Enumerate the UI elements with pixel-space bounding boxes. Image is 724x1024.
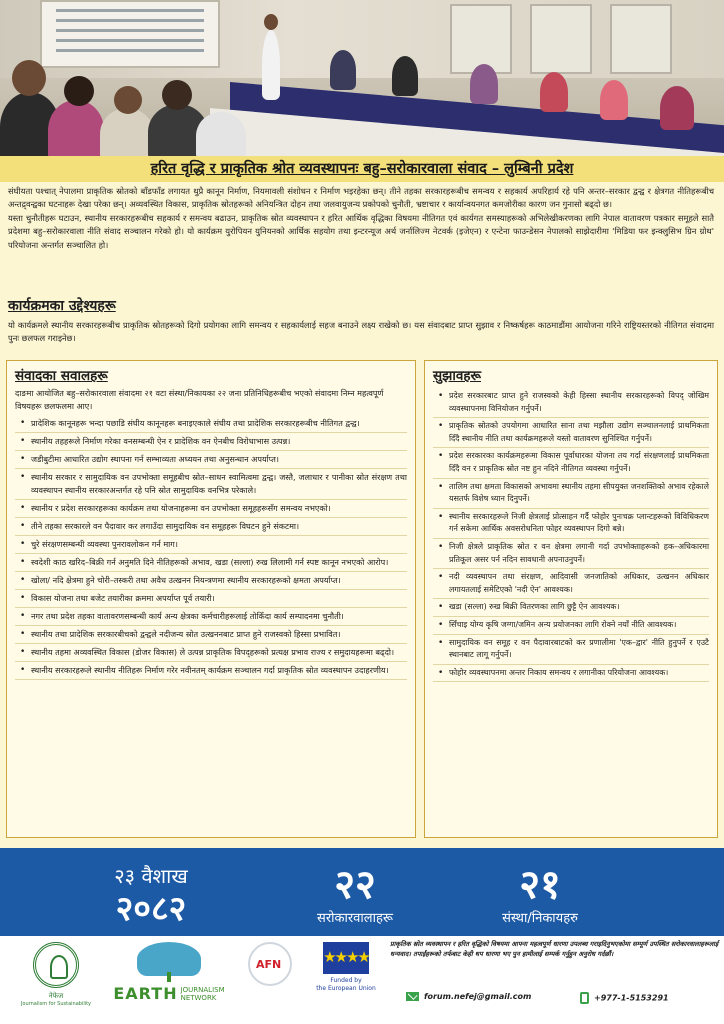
- nefej-logo: [20, 942, 92, 1007]
- afn-name: AFN: [256, 958, 282, 971]
- contact-block: [390, 940, 720, 1003]
- mail-icon: [406, 992, 419, 1001]
- suggestion-item: • निजी क्षेत्रले प्राकृतिक स्रोत र वन क्षेत्रमा लगानी गर्दा उपभोक्ताहरूको हक–अधिकारमा प्रतिकूल असर पर्न नदिन सावधानी अपनाउनुपर्ने।: [433, 539, 709, 569]
- issue-item: • जडीबुटीमा आधारित उद्योग स्थापना गर्न सम्भाव्यता अध्ययन तथा अनुसन्धान अपर्याप्त।: [15, 451, 407, 469]
- intro-paragraph-2: यस्ता चुनौतीहरू घटाउन, स्थानीय सरकारहरूबीच सहकार्य र समन्वय बढाउन, प्राकृतिक स्रोत व्यवस्थापन र हरित आर्थिक वृद्धिका विषयमा नीतिगत एवं कार्यगत समस्याहरूको अभिलेखीकरणका लागि नेपाल वातावरण पत्रकार समूहले सातै प्रदेशमा बहु–सरोकारवाला नीति संवाद सञ्चालन गरेको हो। यो कार्यक्रम युरोपियन युनियनको आर्थिक सहयोग तथा इन्टरन्यूज अर्थ जर्नालिज्म नेटवर्क (इजेएन) र एन्टेना फाउन्डेसन नेपालको साझेदारीमा 'मिडिया फर इन्क्लुसिभ ग्रिन ग्रोथ' परियोजना अन्तर्गत सञ्चालित हो।: [8, 212, 714, 250]
- intro-section: [8, 185, 714, 252]
- event-date-year: २०८२: [115, 889, 187, 929]
- suggestions-panel: [424, 360, 718, 838]
- phone-number[interactable]: +977-1-5153291: [594, 993, 669, 1003]
- suggestion-item: • खडा (सल्ला) रुख बिक्री वितरणका लागि छुट्टै ऐन आवश्यक।: [433, 599, 709, 617]
- panel-figure: [330, 50, 356, 90]
- issue-item: • स्थानीय सरकारहरूले स्थानीय नीतिहरू निर्माण गरेर नवीनतम् कार्यक्रम सञ्चालन गर्दा प्राकृतिक स्रोत व्यवस्थापन उदाहरणीय।: [15, 662, 407, 680]
- suggestion-item: • सामुदायिक वन समूह र वन पैदावारबाटको कर प्रणालीमा 'एक–द्वार' नीति हुनुपर्ने र एउटै स्थानबाट लागू गर्नुपर्ने।: [433, 635, 709, 665]
- suggestions-heading: सुझावहरू: [433, 368, 481, 384]
- panel-figure: [600, 80, 628, 120]
- suggestion-item: • सिँचाइ योग्य कृषि जग्गा/जमिन अन्य प्रयोजनका लागि रोक्ने नयाँ नीति आवश्यक।: [433, 617, 709, 635]
- nefej-caption: नेफेज: [48, 992, 64, 1000]
- audience-figure: [100, 108, 154, 156]
- afn-logo: [244, 942, 296, 986]
- panel-figure: [540, 72, 568, 112]
- audience-head: [64, 76, 94, 106]
- title-band: [0, 156, 724, 182]
- issues-panel: [6, 360, 416, 838]
- issue-item: • विकास योजना तथा बजेट तयारीका क्रममा अपर्याप्त पूर्व तयारी।: [15, 590, 407, 608]
- panel-figure: [392, 56, 418, 96]
- suggestion-item: • तालिम तथा क्षमता विकासको अभावमा स्थानीय तहमा सीपयुक्त जनशक्तिको अभाव रहेकाले यसतर्फ विशेष ध्यान दिनुपर्ने।: [433, 479, 709, 509]
- speaker-head: [264, 14, 278, 30]
- issues-list: [15, 415, 407, 680]
- issue-item: • स्थानीय तहमा अव्यवस्थित विकास (डोजर विकास) ले उत्पन्न प्राकृतिक विपद्हरूको प्रत्यक्ष प्रभाव राज्य र समुदायहरूमा बढ्दो।: [15, 644, 407, 662]
- ejn-subtitle-line2: NETWORK: [180, 993, 217, 1002]
- issues-lead: दाङमा आयोजित बहु–सरोकारवाला संवादमा २१ वटा संस्था/निकायका २२ जना प्रतिनिधिहरूबीच भएको संवादमा निम्न महत्वपूर्ण विषयहरू छलफलमा आए।: [15, 388, 384, 411]
- audience-head: [12, 60, 46, 96]
- afn-emblem-icon: [248, 942, 292, 986]
- event-date-day: २३ वैशाख: [114, 864, 188, 888]
- issue-item: • खोला/ नदि क्षेत्रमा हुने चोरी–तस्करी तथा अवैध उत्खनन नियन्त्रणमा स्थानीय सरकारहरूको क्षमता अपर्याप्त।: [15, 572, 407, 590]
- suggestion-item: • प्रदेश सरकारका कार्यक्रमहरूमा विकास पूर्वाधारका योजना तय गर्दा संरक्षणलाई प्राथमिकता दिँदै वन र प्राकृतिक स्रोत नष्ट हुन नदिने नीतिगत व्यवस्था गर्नुपर्ने।: [433, 448, 709, 478]
- eu-flag-icon: ★★★★: [323, 942, 369, 974]
- organizations-label: संस्था/निकायहरु: [502, 911, 578, 926]
- issue-item: • स्थानीय तहहरूले निर्माण गरेका वनसम्बन्धी ऐन र प्रादेशिक वन ऐनबीच विरोधाभास उत्पन्न।: [15, 433, 407, 451]
- audience-head: [162, 80, 192, 110]
- ejn-name: EARTH: [113, 984, 178, 1003]
- hero-photo: [0, 0, 724, 156]
- issue-item: • तीने तहका सरकारले वन पैदावार कर लगाउँदा सामुदायिक वन समूहहरू विघटन हुने संकटमा।: [15, 518, 407, 536]
- audience-figure: [196, 112, 246, 156]
- issue-item: • स्थानीय तथा प्रादेशिक सरकारबीचको द्वन्द्वले नदीजन्य स्रोत उत्खननबाट प्राप्त हुने राजस्वको हिस्सा प्रभावित।: [15, 626, 407, 644]
- issue-item: • प्रादेशिक कानूनहरू भन्दा पछाडि संघीय कानूनहरू बनाइएकाले संघीय तथा प्रादेशिक सरकारहरूबीच नीतिगत द्वन्द्व।: [15, 415, 407, 433]
- eu-name: the European Union: [316, 985, 376, 992]
- suggestion-item: • स्थानीय सरकारहरूले निजी क्षेत्रलाई प्रोत्साहन गर्दै फोहोर पुनःचक्र प्लान्टहरूको विविधिकरण गर्न सकेमा आर्थिक अवसरोधनिता फोहर व्यवस्थापन दिगो बन्ने।: [433, 509, 709, 539]
- phone-icon: [580, 992, 589, 1004]
- tree-icon: [137, 942, 201, 976]
- stakeholders-label: सरोकारवालाहरू: [317, 911, 393, 926]
- stakeholders-stat: [280, 848, 430, 936]
- event-date: [86, 848, 216, 936]
- stats-band: [0, 848, 724, 936]
- audience-head: [114, 86, 142, 114]
- issue-item: • स्वदेशी काठ खरिद–बिक्री गर्न अनुमति दिने नीतिहरूको अभाव, खडा (सल्ला) रुख लिलामी गर्न स्पष्ट कानून नभएको आरोप।: [15, 554, 407, 572]
- projector-screen: [40, 0, 220, 68]
- stakeholders-count: २२: [334, 862, 376, 908]
- organizations-stat: [470, 848, 610, 936]
- email-address[interactable]: forum.nefej@gmail.com: [424, 992, 532, 1001]
- thank-you-note: प्राकृतिक स्रोत व्यवस्थापन र हरित वृद्धिको विषयमा आफ्ना महत्वपूर्ण धारणा उपलब्ध गराइदिनुभएकोमा सम्पूर्ण उपस्थित सरोकारवालाहरूलाई धन्यवाद। तपाईंहरूको तर्फबाट केही थप धारणा भए पुन हामीलाई सम्पर्क गर्नुहुन अनुरोध गर्दछौं।: [390, 940, 719, 958]
- panel-figure: [470, 64, 498, 104]
- suggestions-list: [433, 388, 709, 682]
- audience-figure: [48, 100, 104, 156]
- suggestion-item: • प्रदेश सरकारबाट प्राप्त हुने राजस्वको केही हिस्सा स्थानीय सरकारहरूको विपद् जोखिम व्यवस्थापनमा विनियोजन गर्नुपर्ने।: [433, 388, 709, 418]
- eu-logo: [310, 942, 382, 993]
- page-title: हरित वृद्धि र प्राकृतिक श्रोत व्यवस्थापनः बहु–सरोकारवाला संवाद – लुम्बिनी प्रदेश: [150, 161, 574, 177]
- hero-window: [610, 4, 672, 74]
- footer: [0, 936, 724, 1024]
- ejn-subtitle: [181, 986, 225, 1002]
- issue-item: • स्थानीय सरकार र सामुदायिक वन उपभोक्ता समूहबीच स्रोत–साधन स्वामित्वमा द्वन्द्व। जस्तै, जलाधार र पानीका स्रोत संरक्षण तथा व्यवस्थापन स्थानीय सरकारअन्तर्गत रहे पनि स्रोत सामुदायिक वनभित्र परेकाले।: [15, 469, 407, 500]
- suggestion-item: • नदी व्यवस्थापन तथा संरक्षण, आदिवासी जनजातिको अधिकार, उत्खनन अधिकार लगायतलाई समेटिएको 'नदी ऐन' आवश्यक।: [433, 569, 709, 599]
- issue-item: • चुरे संरक्षणसम्बन्धी व्यवस्था पुनरावलोकन गर्न माग।: [15, 536, 407, 554]
- eu-caption: [310, 977, 382, 993]
- objectives-header: [8, 296, 714, 315]
- objectives-heading: कार्यक्रमका उद्देश्यहरू: [8, 298, 116, 314]
- intro-paragraph-1: संघीयता पश्चात् नेपालमा प्राकृतिक स्रोतको बाँडफाँड लगायत थुप्रै कानून निर्माण, नियमावली संशोधन र निर्माण भइरहेका छन्। तीने तहका सरकारहरूबीच समन्वय र सहकार्य अपरिहार्य रहे पनि अन्तर–सरकार द्वन्द्व र क्षेत्रगत नीतिहरूबीच अन्तद्र्वन्द्वका घटनाहरू देखा परेका छन्। अव्यवस्थित विकास, प्राकृतिक स्रोतहरूको अनियन्त्रित दोहन तथा जलवायुजन्य प्रकोपको चुनौती, भ्रष्टाचार र कार्यान्वयनगत कमजोरीका कारण जन गुनासो बढ्दो छ।: [8, 186, 714, 210]
- phone-line: [580, 992, 669, 1004]
- issues-heading: संवादका सवालहरू: [15, 368, 108, 384]
- objectives-section: [8, 319, 714, 346]
- hero-window: [530, 4, 592, 74]
- suggestion-item: • प्राकृतिक स्रोतको उपयोगमा आधारित साना तथा मझौला उद्योग सञ्चालनलाई प्राथमिकता दिँदै स्थानीय नीति तथा कार्यक्रमहरूले यस्तो वातावरण सुनिश्चित गर्नुपर्ने।: [433, 418, 709, 448]
- ejn-logo: [104, 942, 234, 1003]
- issue-item: • स्थानीय र प्रदेश सरकारहरूका कार्यक्रम तथा योजनाहरूमा वन उपभोक्ता समूहहरूसँग समन्वय नभएको।: [15, 500, 407, 518]
- objectives-text: यो कार्यक्रमले स्थानीय सरकारहरूबीच प्राकृतिक स्रोतहरूको दिगो प्रयोगका लागि समन्वय र सहकार्यलाई सहज बनाउने लक्ष्य राखेको छ। यस संवादबाट प्राप्त सुझाव र निष्कर्षहरू काठमाडौंमा आयोजना गरिने राष्ट्रियस्तरको नीतिगत संवादमा पुनः छलफल गराइनेछ।: [8, 320, 714, 344]
- eu-funded-by: Funded by: [330, 977, 362, 984]
- suggestion-item: • फोहोर व्यवस्थापनमा अन्तर निकाय समन्वय र लगानीका परियोजना आवश्यक।: [433, 665, 709, 683]
- organizations-count: २१: [519, 862, 561, 908]
- nefej-seal-icon: [33, 942, 79, 988]
- issue-item: • नगर तथा प्रदेश तहका वातावरणसम्बन्धी कार्य अन्य क्षेत्रका कर्मचारीहरूलाई तोकिँदा कार्य सम्पादनमा चुनौती।: [15, 608, 407, 626]
- ejn-subtitle-line1: JOURNALISM: [180, 985, 225, 994]
- speaker-figure: [262, 30, 280, 100]
- email-line: [406, 992, 531, 1001]
- panel-figure: [660, 86, 694, 130]
- nefej-tagline: Journalism for Sustainability: [20, 1001, 92, 1007]
